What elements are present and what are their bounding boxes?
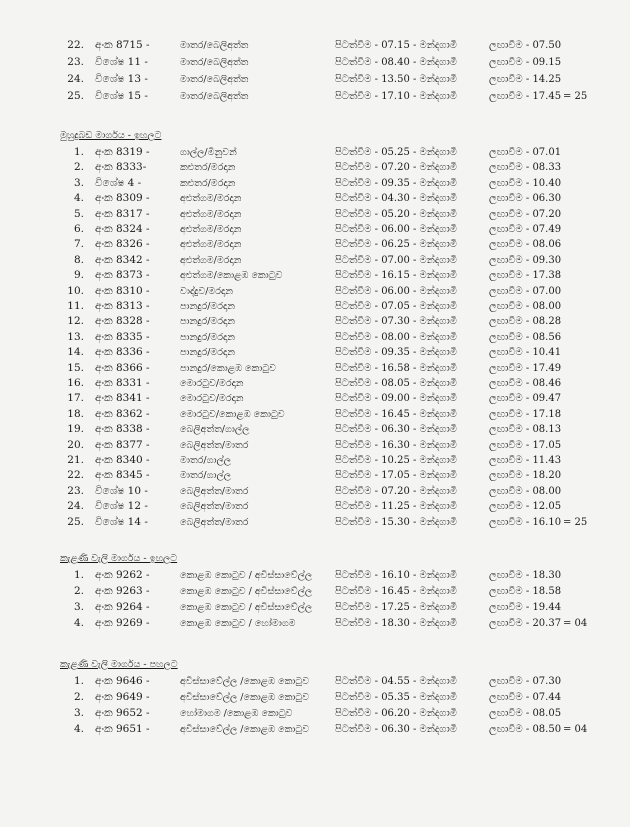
train-route: කොළඹ කොටුව / අවිස්සාවේල්ල: [180, 602, 313, 613]
train-code: අංක 8362 -: [95, 407, 150, 420]
train-code: අංක 9269 -: [95, 617, 150, 629]
departure: පිටත්වීම - 13.50 - මන්දගාමී: [335, 74, 457, 85]
train-route: අවිස්සාවේල්ල /කොළඹ කොටුව: [180, 676, 310, 687]
arrival: ලඟාවීම - 09.30: [489, 254, 562, 266]
row-number: 24.: [67, 73, 84, 85]
train-route: පානදුර/මරදාන: [180, 316, 235, 328]
row-number: 10.: [67, 284, 84, 297]
row-number: 23.: [67, 484, 84, 497]
train-code: අංක 8342 -: [95, 253, 150, 266]
train-route: අළුත්ගම/මරදාන: [180, 224, 242, 235]
table-row: [0, 706, 630, 721]
arrival: ලඟාවීම - 07.44: [489, 692, 562, 703]
departure: පිටත්වීම - 04.55 - මන්දගාමී: [335, 676, 457, 687]
departure: පිටත්වීම - 07.30 - මන්දගාමී: [335, 316, 457, 328]
row-number: 21.: [67, 454, 84, 466]
train-code: අංක 8326 -: [95, 238, 150, 251]
row-number: 13.: [67, 330, 84, 343]
train-route: පානදුර/මරදාන: [180, 331, 235, 343]
arrival: ලඟාවීම - 07.00: [489, 285, 562, 297]
train-route: අළුත්ගම/කොළඹ කොටුව: [180, 270, 283, 282]
departure: පිටත්වීම - 07.15 - මන්දගාමී: [335, 40, 457, 51]
section-heading: කැළණි වැලි මාර්ගය - ඉහලට: [60, 553, 178, 564]
row-number: 17.: [67, 392, 84, 405]
section-total: = 25: [563, 516, 588, 528]
train-route: මාතර/බෙලිඅත්ත: [180, 91, 249, 102]
departure: පිටත්වීම - 06.25 - මන්දගාමී: [335, 239, 457, 251]
train-route: මාතර/බෙලිඅත්ත: [180, 40, 249, 51]
train-route: අවිස්සාවේල්ල /කොළඹ කොටුව: [180, 724, 310, 735]
table-row: [0, 616, 630, 631]
row-number: 15.: [67, 361, 84, 374]
train-code: අංක 9263 -: [95, 585, 150, 597]
train-route: කළුතර/මරදාන: [180, 177, 236, 189]
train-route: මාතර/බෙලිඅත්ත: [180, 57, 249, 68]
train-code: අංක 9652 -: [95, 707, 150, 719]
train-code: විශේෂ 10 -: [95, 484, 148, 497]
table-row: [0, 314, 630, 329]
train-route: අළුත්ගම/මරදාන: [180, 239, 242, 251]
train-route: කොළඹ කොටුව / අවිස්සාවේල්ල: [180, 570, 313, 581]
row-number: 8.: [73, 253, 84, 266]
train-route: මාතර/ගාල්ල: [180, 470, 232, 482]
table-row: [0, 253, 630, 268]
train-code: අංක 8313 -: [95, 300, 150, 312]
arrival: ලඟාවීම - 08.13: [489, 424, 562, 436]
row-number: 5.: [73, 207, 84, 220]
train-code: අංක 8319 -: [95, 146, 150, 158]
row-number: 25.: [67, 90, 84, 102]
table-row: [0, 145, 630, 160]
train-code: අංක 9264 -: [95, 601, 150, 613]
train-code: අංක 9646 -: [95, 675, 150, 687]
row-number: 4.: [73, 723, 84, 735]
train-route: කළුතර/මරදාන: [180, 162, 236, 174]
table-row: [0, 391, 630, 406]
train-code: අංක 9262 -: [95, 569, 150, 581]
train-code: විශේෂ 13 -: [95, 73, 148, 85]
arrival: ලඟාවීම - 10.40: [489, 177, 562, 189]
train-route: කොළඹ කොටුව / හෝමාගම: [180, 618, 296, 629]
table-row: [0, 600, 630, 615]
table-row: [0, 515, 630, 530]
departure: පිටත්වීම - 17.05 - මන්දගාමී: [335, 470, 457, 482]
train-route: ගාල්ල/මිනුවන්: [180, 147, 237, 158]
row-number: 16.: [67, 377, 84, 389]
row-number: 3.: [73, 707, 84, 719]
arrival: ලඟාවීම - 17.38: [489, 270, 562, 282]
train-route: මොරටුව/කොළඹ කොටුව: [180, 408, 285, 420]
train-code: අංක 8373 -: [95, 269, 150, 282]
row-number: 1.: [73, 675, 84, 687]
departure: පිටත්වීම - 06.20 - මන්දගාමී: [335, 708, 457, 719]
departure: පිටත්වීම - 08.40 - මන්දගාමී: [335, 57, 457, 68]
train-code: අංක 8338 -: [95, 423, 150, 436]
row-number: 1.: [73, 146, 84, 158]
departure: පිටත්වීම - 16.10 - මන්දගාමී: [335, 570, 457, 581]
table-row: [0, 222, 630, 237]
train-code: අංක 8310 -: [95, 284, 150, 297]
table-row: [0, 191, 630, 206]
departure: පිටත්වීම - 07.05 - මන්දගාමී: [335, 301, 457, 312]
train-code: අංක 8366 -: [95, 361, 150, 374]
train-code: විශේෂ 4 -: [95, 176, 142, 189]
table-row: [0, 484, 630, 499]
table-row: [0, 38, 630, 53]
row-number: 7.: [73, 238, 84, 251]
row-number: 23.: [67, 56, 84, 68]
table-row: [0, 438, 630, 453]
table-row: [0, 453, 630, 468]
departure: පිටත්වීම - 15.30 - මන්දගාමී: [335, 516, 457, 528]
arrival: ලඟාවීම - 08.00: [489, 485, 562, 497]
row-number: 2.: [73, 585, 84, 597]
departure: පිටත්වීම - 07.20 - මන්දගාමී: [335, 485, 457, 497]
table-row: [0, 237, 630, 252]
table-row: [0, 345, 630, 360]
table-row: [0, 72, 630, 87]
section-total: = 04: [563, 618, 588, 629]
row-number: 4.: [73, 617, 84, 629]
departure: පිටත්වීම - 17.25 - මන්දගාමී: [335, 602, 457, 613]
departure: පිටත්වීම - 06.30 - මන්දගාමී: [335, 424, 457, 436]
arrival: ලඟාවීම - 06.30: [489, 193, 562, 205]
arrival: ලඟාවීම - 16.10: [489, 516, 562, 528]
table-row: [0, 361, 630, 376]
departure: පිටත්වීම - 10.25 - මන්දගාමී: [335, 455, 457, 466]
table-row: [0, 674, 630, 689]
departure: පිටත්වීම - 16.30 - මන්දගාමී: [335, 439, 457, 451]
table-row: [0, 299, 630, 314]
arrival: ලඟාවීම - 17.18: [489, 408, 562, 420]
arrival: ලඟාවීම - 08.06: [489, 239, 562, 251]
departure: පිටත්වීම - 08.05 - මන්දගාමී: [335, 378, 457, 389]
section-total: = 25: [563, 91, 588, 102]
train-code: අංක 8341 -: [95, 392, 150, 405]
train-code: අංක 9649 -: [95, 691, 150, 703]
departure: පිටත්වීම - 16.45 - මන්දගාමී: [335, 408, 457, 420]
table-row: [0, 422, 630, 437]
departure: පිටත්වීම - 06.00 - මන්දගාමී: [335, 285, 457, 297]
arrival: ලඟාවීම - 09.47: [489, 393, 562, 405]
row-number: 18.: [67, 407, 84, 420]
table-row: [0, 176, 630, 191]
arrival: ලඟාවීම - 07.49: [489, 224, 562, 235]
departure: පිටත්වීම - 04.30 - මන්දගාමී: [335, 193, 457, 205]
departure: පිටත්වීම - 06.30 - මන්දගාමී: [335, 724, 457, 735]
train-code: අංක 8377 -: [95, 438, 150, 451]
departure: පිටත්වීම - 05.20 - මන්දගාමී: [335, 208, 457, 220]
row-number: 3.: [73, 176, 84, 189]
train-code: අංක 8335 -: [95, 330, 150, 343]
departure: පිටත්වීම - 16.15 - මන්දගාමී: [335, 270, 457, 282]
train-code: අංක 8715 -: [95, 39, 150, 51]
row-number: 24.: [67, 500, 84, 513]
departure: පිටත්වීම - 18.30 - මන්දගාමී: [335, 618, 457, 629]
arrival: ලඟාවීම - 07.01: [489, 147, 562, 158]
train-route: පානදුර/මරදාන: [180, 347, 235, 359]
departure: පිටත්වීම - 05.35 - මන්දගාමී: [335, 692, 457, 703]
arrival: ලඟාවීම - 09.15: [489, 57, 562, 68]
arrival: ලඟාවීම - 11.43: [489, 455, 562, 466]
train-route: වාද්දුව/මරදාන: [180, 285, 233, 297]
row-number: 4.: [73, 192, 84, 205]
train-route: අළුත්ගම/මරදාන: [180, 254, 242, 266]
arrival: ලඟාවීම - 08.46: [489, 378, 562, 389]
table-row: [0, 207, 630, 222]
train-code: අංක 8331 -: [95, 377, 150, 389]
train-route: මොරටුව/මරදාන: [180, 378, 244, 389]
arrival: ලඟාවීම - 18.20: [489, 470, 562, 482]
row-number: 11.: [67, 300, 84, 312]
train-code: අංක 8328 -: [95, 315, 150, 328]
arrival: ලඟාවීම - 07.20: [489, 208, 562, 220]
departure: පිටත්වීම - 08.00 - මන්දගාමී: [335, 331, 457, 343]
table-row: [0, 268, 630, 283]
table-row: [0, 407, 630, 422]
train-route: බෙලිඅත්ත/මාතර: [180, 501, 249, 513]
arrival: ලඟාවීම - 08.28: [489, 316, 562, 328]
train-route: අළුත්ගම/මරදාන: [180, 208, 242, 220]
departure: පිටත්වීම - 16.45 - මන්දගාමී: [335, 586, 457, 597]
departure: පිටත්වීම - 09.35 - මන්දගාමී: [335, 177, 457, 189]
train-route: අළුත්ගම/මරදාන: [180, 193, 242, 205]
arrival: ලඟාවීම - 17.45: [489, 91, 562, 102]
arrival: ලඟාවීම - 08.56: [489, 331, 562, 343]
arrival: ලඟාවීම - 07.30: [489, 676, 562, 687]
row-number: 25.: [67, 515, 84, 528]
train-route: හෝමාගම /කොළඹ කොටුව: [180, 708, 293, 719]
departure: පිටත්වීම - 07.00 - මන්දගාමී: [335, 254, 457, 266]
departure: පිටත්වීම - 16.58 - මන්දගාමී: [335, 362, 457, 374]
departure: පිටත්වීම - 09.00 - මන්දගාමී: [335, 393, 457, 405]
table-row: [0, 376, 630, 391]
arrival: ලඟාවීම - 14.25: [489, 74, 562, 85]
train-code: විශේෂ 14 -: [95, 515, 148, 528]
table-row: [0, 89, 630, 104]
arrival: ලඟාවීම - 17.05: [489, 439, 562, 451]
arrival: ලඟාවීම - 08.50: [489, 724, 562, 735]
train-code: අංක 8317 -: [95, 207, 150, 220]
row-number: 3.: [73, 601, 84, 613]
table-row: [0, 160, 630, 175]
train-route: මොරටුව/මරදාන: [180, 393, 244, 405]
train-route: පානදුර/කොළඹ කොටුව: [180, 362, 277, 374]
table-row: [0, 468, 630, 483]
train-code: අංක 8345 -: [95, 469, 150, 482]
train-code: අංක 9651 -: [95, 723, 150, 735]
train-code: අංක 8336 -: [95, 346, 150, 359]
arrival: ලඟාවීම - 08.00: [489, 301, 562, 312]
train-route: බෙලිඅත්ත/ගාල්ල: [180, 424, 250, 436]
arrival: ලඟාවීම - 07.50: [489, 40, 562, 51]
departure: පිටත්වීම - 06.00 - මන්දගාමී: [335, 224, 457, 235]
train-code: අංක 8324 -: [95, 223, 150, 235]
departure: පිටත්වීම - 07.20 - මන්දගාමී: [335, 162, 457, 174]
row-number: 12.: [67, 315, 84, 328]
table-row: [0, 690, 630, 705]
train-route: කොළඹ කොටුව / අවිස්සාවේල්ල: [180, 586, 313, 597]
row-number: 6.: [73, 223, 84, 235]
train-code: විශේෂ 12 -: [95, 500, 148, 513]
table-row: [0, 584, 630, 599]
train-route: බෙලිඅත්ත/මාතර: [180, 439, 249, 451]
section-heading: කැළණි වැලි මාර්ගය - පහලට: [60, 659, 178, 670]
arrival: ලඟාවීම - 19.44: [489, 602, 562, 613]
row-number: 14.: [67, 346, 84, 359]
row-number: 2.: [73, 161, 84, 174]
arrival: ලඟාවීම - 08.05: [489, 708, 562, 719]
train-route: මාතර/බෙලිඅත්ත: [180, 74, 249, 85]
section-heading: මුහුදුබඩ මාර්ගය - ඉහලට: [60, 130, 162, 141]
arrival: ලඟාවීම - 12.05: [489, 501, 562, 513]
train-code: අංක 8309 -: [95, 192, 150, 205]
table-row: [0, 568, 630, 583]
section-total: = 04: [563, 724, 588, 735]
departure: පිටත්වීම - 09.35 - මන්දගාමී: [335, 347, 457, 359]
arrival: ලඟාවීම - 20.37: [489, 618, 562, 629]
row-number: 9.: [73, 269, 84, 282]
train-route: අවිස්සාවේල්ල /කොළඹ කොටුව: [180, 692, 310, 703]
arrival: ලඟාවීම - 17.49: [489, 362, 562, 374]
train-route: බෙලිඅත්ත/මාතර: [180, 516, 249, 528]
arrival: ලඟාවීම - 10.41: [489, 347, 562, 359]
train-code: අංක 8333-: [95, 161, 147, 174]
train-route: මාතර/ගාල්ල: [180, 455, 232, 466]
row-number: 1.: [73, 569, 84, 581]
train-route: බෙලිඅත්ත/මාතර: [180, 485, 249, 497]
table-row: [0, 330, 630, 345]
row-number: 19.: [67, 423, 84, 436]
table-row: [0, 499, 630, 514]
train-code: විශේෂ 15 -: [95, 90, 148, 102]
departure: පිටත්වීම - 11.25 - මන්දගාමී: [335, 501, 457, 513]
arrival: ලඟාවීම - 08.33: [489, 162, 562, 174]
train-route: පානදුර/මරදාන: [180, 301, 235, 312]
table-row: [0, 722, 630, 737]
arrival: ලඟාවීම - 18.58: [489, 586, 562, 597]
departure: පිටත්වීම - 05.25 - මන්දගාමී: [335, 147, 457, 158]
train-code: විශේෂ 11 -: [95, 56, 148, 68]
table-row: [0, 284, 630, 299]
arrival: ලඟාවීම - 18.30: [489, 570, 562, 581]
row-number: 2.: [73, 691, 84, 703]
table-row: [0, 55, 630, 70]
train-code: අංක 8340 -: [95, 454, 150, 466]
row-number: 20.: [67, 438, 84, 451]
row-number: 22.: [67, 39, 84, 51]
departure: පිටත්වීම - 17.10 - මන්දගාමී: [335, 91, 457, 102]
row-number: 22.: [67, 469, 84, 482]
